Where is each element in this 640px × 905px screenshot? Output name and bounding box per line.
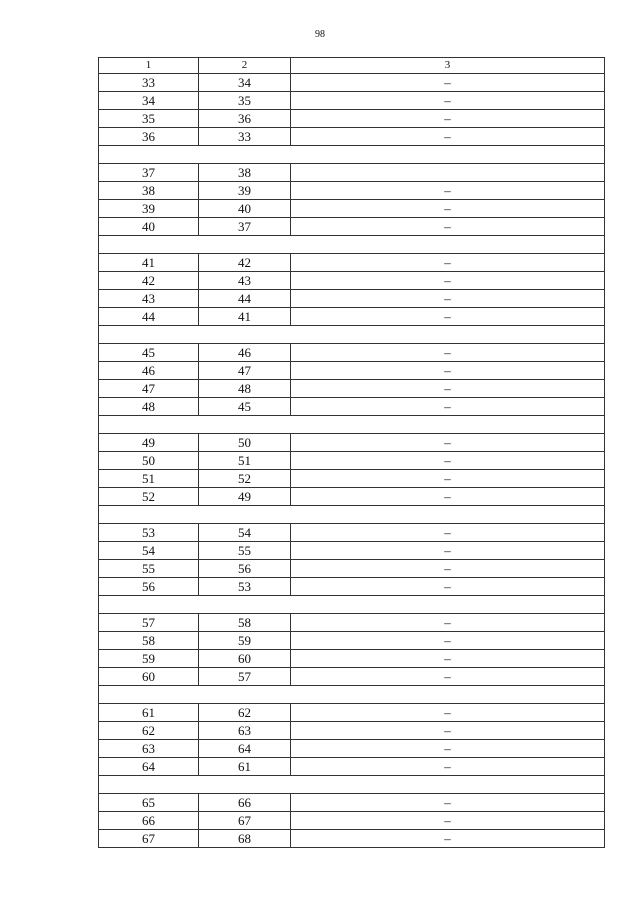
table-cell: 52 [199, 470, 291, 488]
group-separator-row [99, 146, 605, 164]
table-row [99, 812, 605, 830]
separator-cell [99, 686, 605, 704]
table-cell: – [291, 560, 605, 578]
table-cell: 41 [99, 254, 199, 272]
table-cell: 35 [99, 110, 199, 128]
group-separator-row [99, 326, 605, 344]
table-cell: 51 [99, 470, 199, 488]
table-cell: 67 [99, 830, 199, 848]
table-cell: 34 [199, 74, 291, 92]
table-row [99, 740, 605, 758]
table-cell: 59 [99, 650, 199, 668]
group-separator-row [99, 236, 605, 254]
table-cell: – [291, 632, 605, 650]
table-cell: 50 [99, 452, 199, 470]
table-row [99, 794, 605, 812]
table-row [99, 290, 605, 308]
table-cell: 63 [199, 722, 291, 740]
table-row [99, 272, 605, 290]
table-cell: 40 [99, 218, 199, 236]
table-row [99, 164, 605, 182]
table-cell: 40 [199, 200, 291, 218]
table-cell: 41 [199, 308, 291, 326]
table-cell: 39 [199, 182, 291, 200]
table-cell: 48 [199, 380, 291, 398]
table-cell: – [291, 704, 605, 722]
table-row [99, 560, 605, 578]
table-cell: 49 [199, 488, 291, 506]
table-cell: – [291, 578, 605, 596]
table-cell: 57 [99, 614, 199, 632]
separator-cell [99, 776, 605, 794]
table-cell: – [291, 812, 605, 830]
table-cell: 50 [199, 434, 291, 452]
table-cell: 55 [199, 542, 291, 560]
table-cell: – [291, 272, 605, 290]
group-separator-row [99, 416, 605, 434]
group-separator-row [99, 776, 605, 794]
separator-cell [99, 146, 605, 164]
table-cell: 66 [99, 812, 199, 830]
table-cell: – [291, 308, 605, 326]
table-cell: – [291, 434, 605, 452]
table-cell: 62 [99, 722, 199, 740]
table-row [99, 542, 605, 560]
table-row [99, 182, 605, 200]
table-row [99, 524, 605, 542]
group-separator-row [99, 686, 605, 704]
page-number: 98 [315, 29, 325, 40]
table-cell: – [291, 110, 605, 128]
table-cell: 45 [99, 344, 199, 362]
table-cell: 45 [199, 398, 291, 416]
table-cell: – [291, 380, 605, 398]
table-cell: 54 [99, 542, 199, 560]
table-cell: – [291, 650, 605, 668]
table-header-row [99, 58, 605, 74]
table-row [99, 344, 605, 362]
table-row [99, 488, 605, 506]
table-cell: 59 [199, 632, 291, 650]
table-cell: 63 [99, 740, 199, 758]
table-cell: 37 [199, 218, 291, 236]
table-cell: 57 [199, 668, 291, 686]
table-cell: – [291, 254, 605, 272]
table-cell: – [291, 200, 605, 218]
table-row [99, 722, 605, 740]
table-row [99, 74, 605, 92]
table-cell: – [291, 128, 605, 146]
table-row [99, 632, 605, 650]
table-cell: 36 [199, 110, 291, 128]
data-table [98, 57, 605, 848]
table-cell: – [291, 470, 605, 488]
table-cell: 42 [99, 272, 199, 290]
table-cell: 34 [99, 92, 199, 110]
table-cell: 44 [199, 290, 291, 308]
table-cell: – [291, 740, 605, 758]
table-cell: 36 [99, 128, 199, 146]
table-cell: 55 [99, 560, 199, 578]
table-cell: 48 [99, 398, 199, 416]
group-separator-row [99, 506, 605, 524]
table-cell: – [291, 452, 605, 470]
table-cell: 38 [99, 182, 199, 200]
table-row [99, 92, 605, 110]
table-row [99, 452, 605, 470]
table-cell: – [291, 830, 605, 848]
table-cell: – [291, 722, 605, 740]
table-cell: 46 [99, 362, 199, 380]
table-row [99, 308, 605, 326]
table-row [99, 668, 605, 686]
table-row [99, 398, 605, 416]
table-row [99, 614, 605, 632]
table-cell: – [291, 524, 605, 542]
column-header: 3 [291, 58, 605, 74]
table-cell: 64 [99, 758, 199, 776]
table-cell: 39 [99, 200, 199, 218]
table-cell: 33 [199, 128, 291, 146]
table-row [99, 704, 605, 722]
table-cell: – [291, 92, 605, 110]
table-row [99, 128, 605, 146]
table-cell: 66 [199, 794, 291, 812]
group-separator-row [99, 596, 605, 614]
separator-cell [99, 236, 605, 254]
table-cell: 42 [199, 254, 291, 272]
table-row [99, 254, 605, 272]
table-cell: 47 [199, 362, 291, 380]
table-cell: – [291, 668, 605, 686]
table-cell: 56 [99, 578, 199, 596]
table-cell: 33 [99, 74, 199, 92]
table-row [99, 218, 605, 236]
table-cell: 53 [199, 578, 291, 596]
table-cell: – [291, 182, 605, 200]
table-cell: 37 [99, 164, 199, 182]
table-cell: – [291, 758, 605, 776]
table-row [99, 650, 605, 668]
table-cell: – [291, 344, 605, 362]
table-cell: 51 [199, 452, 291, 470]
table-cell: – [291, 74, 605, 92]
column-header: 1 [99, 58, 199, 74]
table-cell: 65 [99, 794, 199, 812]
table-cell: 60 [99, 668, 199, 686]
table-row [99, 200, 605, 218]
table-cell: 62 [199, 704, 291, 722]
table-cell: 35 [199, 92, 291, 110]
table-row [99, 434, 605, 452]
table-cell: 67 [199, 812, 291, 830]
table-cell: 52 [99, 488, 199, 506]
table-cell: 43 [199, 272, 291, 290]
table-cell: 61 [199, 758, 291, 776]
separator-cell [99, 416, 605, 434]
table-cell: – [291, 488, 605, 506]
separator-cell [99, 506, 605, 524]
table-cell: 47 [99, 380, 199, 398]
table-row [99, 110, 605, 128]
table-cell: 60 [199, 650, 291, 668]
table-row [99, 830, 605, 848]
table-row [99, 578, 605, 596]
table-cell: 64 [199, 740, 291, 758]
table-cell: 61 [99, 704, 199, 722]
table-cell: 56 [199, 560, 291, 578]
table-cell: 49 [99, 434, 199, 452]
separator-cell [99, 596, 605, 614]
table-cell: 38 [199, 164, 291, 182]
table-cell: 53 [99, 524, 199, 542]
table-row [99, 470, 605, 488]
table-cell: – [291, 290, 605, 308]
table-cell: 68 [199, 830, 291, 848]
table-cell: – [291, 218, 605, 236]
table-cell: – [291, 542, 605, 560]
table-row [99, 380, 605, 398]
table-cell: – [291, 362, 605, 380]
table-cell: 43 [99, 290, 199, 308]
separator-cell [99, 326, 605, 344]
column-header: 2 [199, 58, 291, 74]
table-cell [291, 164, 605, 182]
table-cell: – [291, 614, 605, 632]
table-cell: – [291, 794, 605, 812]
table-row [99, 362, 605, 380]
table-row [99, 758, 605, 776]
table-cell: 54 [199, 524, 291, 542]
table-cell: 58 [199, 614, 291, 632]
table-cell: 58 [99, 632, 199, 650]
table-cell: 44 [99, 308, 199, 326]
table-cell: – [291, 398, 605, 416]
table-cell: 46 [199, 344, 291, 362]
